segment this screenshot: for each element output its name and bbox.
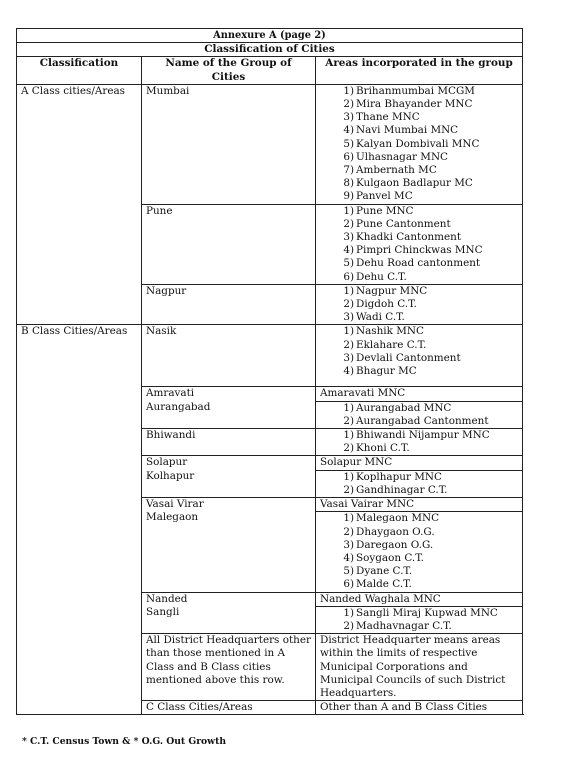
list-item: 1) Pune MNC — [343, 204, 414, 217]
class-c-text: Other than A and B Class Cities — [316, 701, 523, 715]
group-solapur: Solapur — [146, 456, 188, 469]
list-item: 4) Pimpri Chinckwas MNC — [343, 244, 483, 257]
areas-mumbai — [316, 84, 523, 204]
list-item: 7) Ambernath MC — [343, 164, 437, 177]
list-item: 1) Nashik MNC — [343, 325, 424, 338]
group-kolhapur: Kolhapur — [146, 469, 195, 482]
list-item: 1) Malegaon MNC — [343, 512, 440, 525]
area-amravati: Amaravati MNC — [320, 387, 406, 400]
list-item: 1) Sangli Miraj Kupwad MNC — [343, 606, 498, 619]
list-item: 2) Khoni C.T. — [343, 442, 410, 455]
header-classification: Classification — [17, 57, 142, 84]
list-item: 6) Dehu C.T. — [343, 270, 407, 283]
areas-amravati-aurangabad — [316, 387, 523, 429]
areas-district-hq: District Headquarter means areas within the limits of respective Municipal Corporations and Municipal Councils of such District Headquarters. — [316, 634, 523, 701]
group-vasai-malegaon — [142, 498, 316, 592]
list-item: 2) Eklahare C.T. — [343, 338, 427, 351]
header-areas: Areas incorporated in the group — [316, 57, 523, 84]
group-mumbai: Mumbai — [142, 84, 316, 204]
area-nanded: Nanded Waghala MNC — [320, 592, 441, 605]
group-district-hq: All District Headquarters other than those mentioned in A Class and B Class cities mentioned above this row. — [142, 634, 316, 701]
list-item: 2) Pune Cantonment — [343, 217, 451, 230]
list-item: 9) Panvel MC — [343, 190, 413, 203]
table-row — [17, 84, 523, 204]
list-item: 3) Daregaon O.G. — [343, 538, 434, 551]
list-item: 2) Dhaygaon O.G. — [343, 525, 435, 538]
list-item: 2) Gandhinagar C.T. — [343, 483, 448, 496]
areas-solapur-kolhapur — [316, 456, 523, 498]
areas-vasai-malegaon — [316, 498, 523, 592]
list-item: 8) Kulgaon Badlapur MC — [343, 177, 473, 190]
group-vasai-virar: Vasai Virar — [146, 498, 204, 511]
areas-nanded-sangli — [316, 592, 523, 634]
group-solapur-kolhapur — [142, 456, 316, 498]
list-item: 2) Madhavnagar C.T. — [343, 619, 452, 632]
group-nanded: Nanded — [146, 592, 188, 605]
class-b-label: B Class Cities/Areas — [17, 325, 142, 715]
list-item: 4) Bhagur MC — [343, 365, 417, 378]
area-vasai: Vasai Vairar MNC — [320, 498, 415, 511]
list-item: 3) Thane MNC — [343, 111, 420, 124]
class-c-label: C Class Cities/Areas — [142, 701, 316, 715]
list-item: 1) Koplhapur MNC — [343, 470, 442, 483]
table-title: Classification of Cities — [17, 43, 523, 57]
list-item: 1) Nagpur MNC — [343, 284, 428, 297]
list-item: 5) Kalyan Dombivali MNC — [343, 137, 480, 150]
annexure-title: Annexure A (page 2) — [17, 29, 523, 43]
group-amravati-aurangabad — [142, 387, 316, 429]
list-item: 2) Aurangabad Cantonment — [343, 414, 489, 427]
list-item: 4) Soygaon C.T. — [343, 551, 424, 564]
list-item: 3) Devlali Cantonment — [343, 351, 461, 364]
list-item: 2) Mira Bhayander MNC — [343, 98, 473, 111]
group-amravati: Amravati — [146, 387, 195, 400]
list-item: 2) Digdoh C.T. — [343, 298, 417, 311]
header-group-name: Name of the Group of Cities — [142, 57, 316, 84]
group-nanded-sangli — [142, 592, 316, 634]
list-item: 3) Wadi C.T. — [343, 311, 405, 324]
group-nasik: Nasik — [142, 325, 316, 387]
annexure-document — [16, 28, 522, 715]
group-sangli: Sangli — [146, 605, 180, 618]
list-item: 5) Dyane C.T. — [343, 565, 413, 578]
table-row — [17, 325, 523, 387]
footnote: * C.T. Census Town & * O.G. Out Growth — [22, 736, 227, 747]
areas-nasik — [316, 325, 523, 387]
group-aurangabad: Aurangabad — [146, 400, 211, 413]
list-item: 6) Ulhasnagar MNC — [343, 150, 448, 163]
class-a-label: A Class cities/Areas — [17, 84, 142, 325]
list-item: 5) Dehu Road cantonment — [343, 257, 481, 270]
list-item: 1) Aurangabad MNC — [343, 401, 452, 414]
group-nagpur: Nagpur — [142, 284, 316, 325]
group-bhiwandi: Bhiwandi — [142, 429, 316, 456]
areas-bhiwandi — [316, 429, 523, 456]
list-item: 4) Navi Mumbai MNC — [343, 124, 459, 137]
list-item: 6) Malde C.T. — [343, 578, 412, 591]
classification-table — [16, 28, 523, 715]
area-solapur: Solapur MNC — [320, 456, 393, 469]
areas-nagpur — [316, 284, 523, 325]
group-pune: Pune — [142, 204, 316, 284]
areas-pune — [316, 204, 523, 284]
list-item: 1) Brihanmumbai MCGM — [343, 84, 475, 97]
group-malegaon: Malegaon — [146, 511, 199, 524]
list-item: 3) Khadki Cantonment — [343, 231, 462, 244]
list-item: 1) Bhiwandi Nijampur MNC — [343, 429, 490, 442]
